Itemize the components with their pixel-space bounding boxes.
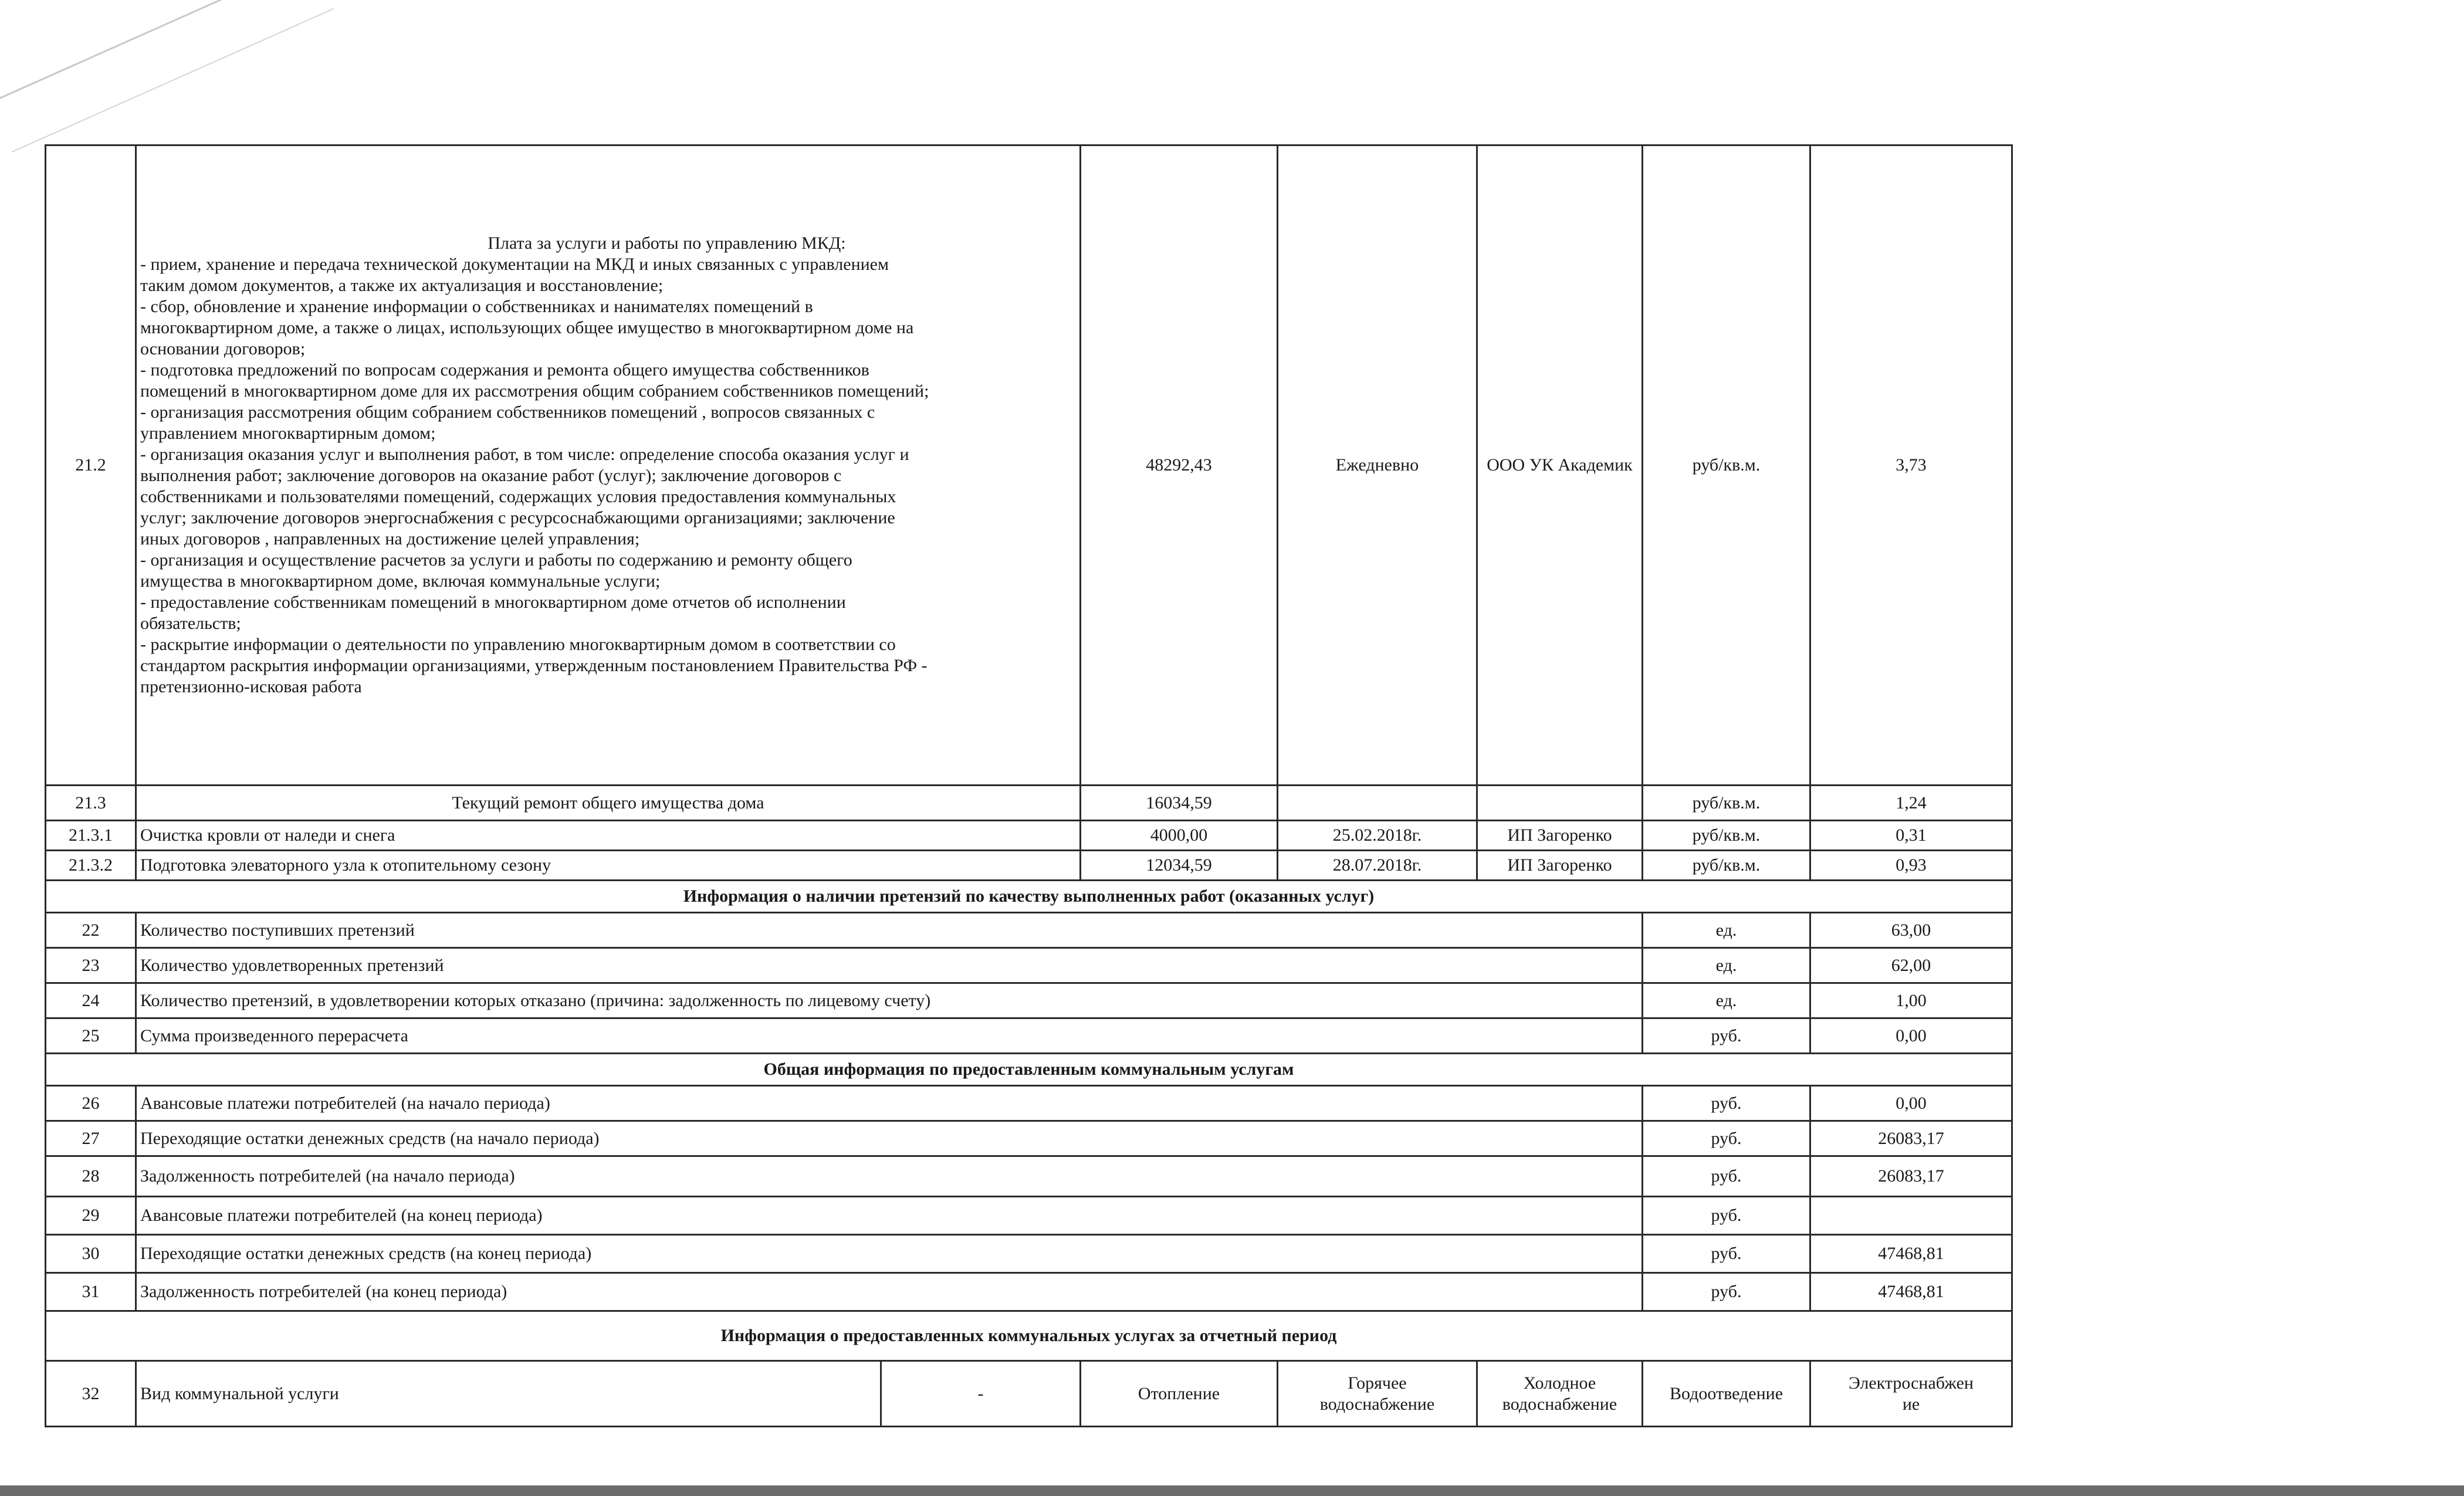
executor-cell: ИП Загоренко <box>1477 851 1643 881</box>
unit-cell: руб. <box>1643 1197 1810 1235</box>
service-cold-water <box>1477 1361 1643 1427</box>
table-row <box>46 821 2012 851</box>
amount-cell: 12034,59 <box>1081 851 1278 881</box>
description-line: имущества в многоквартирном доме, включая коммунальные услуги; <box>140 571 661 591</box>
row-number: 25 <box>46 1018 136 1054</box>
table-row <box>46 145 2012 786</box>
unit-cell: руб. <box>1643 1156 1810 1197</box>
description-line: иных договоров , направленных на достижение целей управления; <box>140 529 640 549</box>
service-sewerage: Водоотведение <box>1643 1361 1810 1427</box>
unit-cell: руб. <box>1643 1273 1810 1311</box>
unit-cell: руб. <box>1643 1086 1810 1121</box>
row-number: 27 <box>46 1121 136 1156</box>
description-line: стандартом раскрытия информации организациями, утвержденным постановлением Правительства РФ - <box>140 656 928 675</box>
row-number: 26 <box>46 1086 136 1121</box>
item-name: Количество удовлетворенных претензий <box>136 948 1643 983</box>
description-line: таким домом документов, а также их актуализация и восстановление; <box>140 276 664 295</box>
section-title-utilities: Общая информация по предоставленным коммунальным услугам <box>46 1054 2012 1086</box>
unit-cell: руб/кв.м. <box>1643 851 1810 881</box>
report-table <box>45 144 2013 1427</box>
scan-fold-line <box>0 0 338 101</box>
service-heating: Отопление <box>1081 1361 1278 1427</box>
item-name: Задолженность потребителей (на конец периода) <box>136 1273 1643 1311</box>
item-name: Сумма произведенного перерасчета <box>136 1018 1643 1054</box>
item-name: Вид коммунальной услуги <box>136 1361 881 1427</box>
description-line: помещений в многоквартирном доме для их рассмотрения общим собранием собственников помещений; <box>140 381 929 401</box>
unit-cell: руб. <box>1643 1018 1810 1054</box>
table-row <box>46 786 2012 821</box>
row-number: 21.2 <box>46 145 136 786</box>
section-title-period: Информация о предоставленных коммунальных услугах за отчетный период <box>46 1311 2012 1361</box>
unit-cell: руб/кв.м. <box>1643 786 1810 821</box>
table-row <box>46 913 2012 948</box>
service-label-line: Электроснабжен <box>1848 1373 1974 1393</box>
description-line: многоквартирном доме, а также о лицах, использующих общее имущество в многоквартирном доме на <box>140 318 914 337</box>
description-line: - организация оказания услуг и выполнения работ, в том числе: определение способа оказания услуг и <box>140 445 909 464</box>
item-name: Очистка кровли от наледи и снега <box>136 821 1081 851</box>
table-row <box>46 1197 2012 1235</box>
service-label-line: ие <box>1902 1394 1920 1414</box>
description-line: - сбор, обновление и хранение информации о собственниках и нанимателях помещений в <box>140 297 813 316</box>
period-cell: 25.02.2018г. <box>1278 821 1477 851</box>
service-label-line: Горячее <box>1348 1373 1407 1393</box>
item-name: Количество поступивших претензий <box>136 913 1643 948</box>
amount-cell: 48292,43 <box>1081 145 1278 786</box>
row-number: 21.3.1 <box>46 821 136 851</box>
rate-cell: 0,31 <box>1810 821 2012 851</box>
scan-fold-line <box>12 8 334 153</box>
period-cell: Ежедневно <box>1278 145 1477 786</box>
table-row <box>46 1121 2012 1156</box>
description-title: Плата за услуги и работы по управлению МКД: <box>488 233 846 253</box>
value-cell: 62,00 <box>1810 948 2012 983</box>
row-number: 28 <box>46 1156 136 1197</box>
table-row <box>46 1235 2012 1273</box>
description-line: выполнения работ; заключение договоров на оказание работ (услуг); заключение договоров с <box>140 466 842 485</box>
table-row <box>46 948 2012 983</box>
rate-cell: 3,73 <box>1810 145 2012 786</box>
description-line: - раскрытие информации о деятельности по управлению многоквартирным домом в соответствии со <box>140 635 896 654</box>
section-header-row <box>46 1311 2012 1361</box>
description-line: - организация рассмотрения общим собранием собственников помещений , вопросов связанных с <box>140 402 875 422</box>
row-number: 24 <box>46 983 136 1018</box>
item-name: Переходящие остатки денежных средств (на конец периода) <box>136 1235 1643 1273</box>
unit-cell: руб/кв.м. <box>1643 145 1810 786</box>
value-cell: 1,00 <box>1810 983 2012 1018</box>
value-cell: 26083,17 <box>1810 1156 2012 1197</box>
description-line: собственниками и пользователями помещений, содержащих условия предоставления коммунальных <box>140 487 896 506</box>
item-name: Авансовые платежи потребителей (на конец периода) <box>136 1197 1643 1235</box>
row-number: 32 <box>46 1361 136 1427</box>
period-cell <box>1278 786 1477 821</box>
value-cell: 47468,81 <box>1810 1235 2012 1273</box>
service-electricity <box>1810 1361 2012 1427</box>
description-line: претензионно-исковая работа <box>140 677 362 696</box>
table-row <box>46 983 2012 1018</box>
executor-cell <box>1477 786 1643 821</box>
description-line: услуг; заключение договоров энергоснабжения с ресурсоснабжающими организациями; заключение <box>140 508 895 527</box>
row-number: 29 <box>46 1197 136 1235</box>
section-header-row <box>46 1054 2012 1086</box>
period-cell: 28.07.2018г. <box>1278 851 1477 881</box>
service-label-line: водоснабжение <box>1502 1394 1617 1414</box>
rate-cell: 1,24 <box>1810 786 2012 821</box>
scan-bottom-edge <box>0 1485 2464 1496</box>
management-services-description <box>136 145 1081 786</box>
unit-cell: руб. <box>1643 1235 1810 1273</box>
row-number: 21.3 <box>46 786 136 821</box>
description-line: - прием, хранение и передача технической документации на МКД и иных связанных с управлением <box>140 255 889 274</box>
section-header-row <box>46 881 2012 913</box>
row-number: 22 <box>46 913 136 948</box>
dash-cell: - <box>881 1361 1081 1427</box>
row-number: 23 <box>46 948 136 983</box>
value-cell: 0,00 <box>1810 1086 2012 1121</box>
item-name: Текущий ремонт общего имущества дома <box>136 786 1081 821</box>
description-line: - организация и осуществление расчетов за услуги и работы по содержанию и ремонту общего <box>140 550 852 570</box>
item-name: Авансовые платежи потребителей (на начало периода) <box>136 1086 1643 1121</box>
service-hot-water <box>1278 1361 1477 1427</box>
table-row <box>46 851 2012 881</box>
table-row <box>46 1086 2012 1121</box>
value-cell: 47468,81 <box>1810 1273 2012 1311</box>
item-name: Количество претензий, в удовлетворении которых отказано (причина: задолженность по лицевому счету) <box>136 983 1643 1018</box>
unit-cell: руб/кв.м. <box>1643 821 1810 851</box>
executor-cell: ИП Загоренко <box>1477 821 1643 851</box>
unit-cell: руб. <box>1643 1121 1810 1156</box>
rate-cell: 0,93 <box>1810 851 2012 881</box>
unit-cell: ед. <box>1643 983 1810 1018</box>
row-number: 31 <box>46 1273 136 1311</box>
description-line: - подготовка предложений по вопросам содержания и ремонта общего имущества собственников <box>140 360 869 380</box>
item-name: Переходящие остатки денежных средств (на начало периода) <box>136 1121 1643 1156</box>
amount-cell: 16034,59 <box>1081 786 1278 821</box>
row-number: 21.3.2 <box>46 851 136 881</box>
description-line: обязательств; <box>140 614 241 633</box>
unit-cell: ед. <box>1643 913 1810 948</box>
service-label-line: Холодное <box>1523 1373 1596 1393</box>
item-name: Задолженность потребителей (на начало периода) <box>136 1156 1643 1197</box>
unit-cell: ед. <box>1643 948 1810 983</box>
section-title-claims: Информация о наличии претензий по качеству выполненных работ (оказанных услуг) <box>46 881 2012 913</box>
description-line: - предоставление собственникам помещений в многоквартирном доме отчетов об исполнении <box>140 593 846 612</box>
description-line: основании договоров; <box>140 339 306 358</box>
value-cell: 63,00 <box>1810 913 2012 948</box>
executor-cell: ООО УК Академик <box>1477 145 1643 786</box>
value-cell <box>1810 1197 2012 1235</box>
amount-cell: 4000,00 <box>1081 821 1278 851</box>
table-row <box>46 1156 2012 1197</box>
row-number: 30 <box>46 1235 136 1273</box>
table-row <box>46 1361 2012 1427</box>
table-row <box>46 1018 2012 1054</box>
value-cell: 26083,17 <box>1810 1121 2012 1156</box>
value-cell: 0,00 <box>1810 1018 2012 1054</box>
table-row <box>46 1273 2012 1311</box>
service-label-line: водоснабжение <box>1319 1394 1435 1414</box>
item-name: Подготовка элеваторного узла к отопительному сезону <box>136 851 1081 881</box>
description-line: управлением многоквартирным домом; <box>140 424 436 443</box>
